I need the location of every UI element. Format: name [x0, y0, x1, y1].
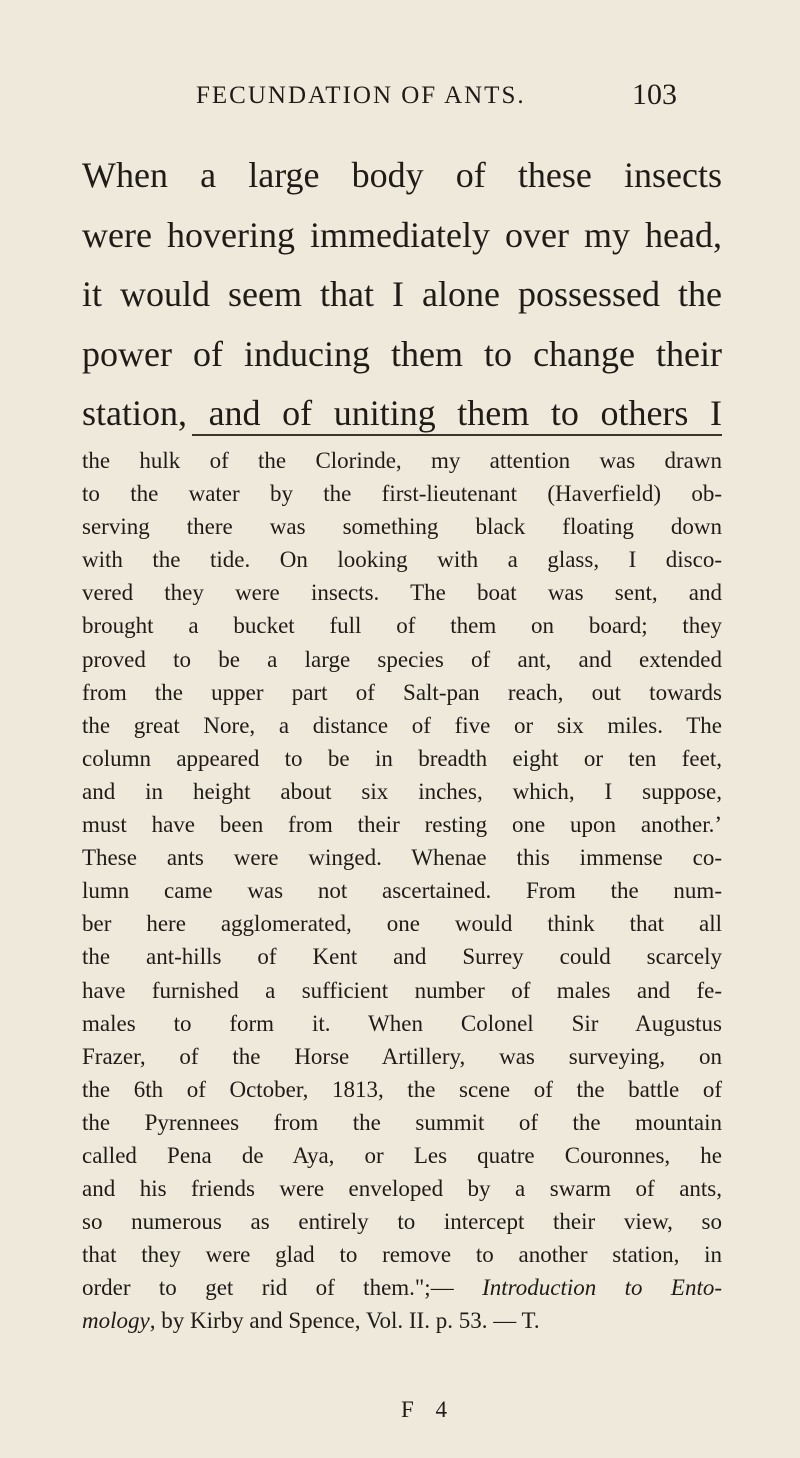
footnote-line: so numerous as entirely to intercept their view, so [82, 1209, 722, 1235]
footnote-line: vered they were insects. The boat was sent, and [82, 580, 722, 606]
footnote-line: with the tide. On looking with a glass, I disco- [82, 547, 722, 573]
footnote-line: serving there was something black floating down [82, 514, 722, 540]
footnote-line: ber here agglomerated, one would think that all [82, 911, 722, 937]
footnote-line: males to form it. When Colonel Sir Augustus [82, 1010, 722, 1036]
signature-mark: F 4 [401, 1397, 456, 1422]
footnote-line: have furnished a sufficient number of males and fe- [82, 977, 722, 1003]
citation-title: Introduction to Ento- [482, 1275, 722, 1301]
main-text-line: When a large body of these insects [82, 155, 722, 195]
footnote-line: proved to be a large species of ant, and extended [82, 646, 722, 672]
running-title: FECUNDATION OF ANTS. [196, 82, 526, 109]
page-number: 103 [632, 78, 677, 111]
footnote-line: the hulk of the Clorinde, my attention was drawn [82, 448, 722, 473]
citation-title: mology [82, 1308, 150, 1334]
main-text-line: were hovering immediately over my head, [82, 214, 722, 255]
main-text-line: it would seem that I alone possessed the [82, 274, 722, 314]
main-text-line: power of inducing them to change their [82, 333, 722, 374]
footnote-text: , by Kirby and Spence, Vol. II. p. 53. — T. [149, 1308, 540, 1334]
footnote-line: that they were glad to remove to another station, in [82, 1242, 722, 1268]
footnote-line: called Pena de Aya, or Les quatre Couronnes, he [82, 1142, 722, 1168]
footnote-line: the 6th of October, 1813, the scene of the battle of [82, 1076, 722, 1102]
footnote-separator-rule [192, 434, 722, 436]
footnote-citation-line [82, 1304, 722, 1337]
footnote-line: and in height about six inches, which, I suppose, [82, 778, 722, 804]
footnote-line: and his friends were enveloped by a swarm of ants, [82, 1176, 722, 1202]
footnote-line: the great Nore, a distance of five or six miles. The [82, 712, 722, 738]
footnote-line: to the water by the first-lieutenant (Haverfield) ob- [82, 481, 722, 507]
main-text [82, 146, 722, 444]
footnote-line: brought a bucket full of them on board; they [82, 613, 722, 639]
footnote-citation-line [82, 1271, 722, 1304]
footnote-line: lumn came was not ascertained. From the num- [82, 878, 722, 904]
footnote [82, 444, 722, 1338]
footnote-line: the ant-hills of Kent and Surrey could scarcely [82, 944, 722, 970]
main-text-line: station, and of uniting them to others I [82, 393, 722, 433]
footnote-line: must have been from their resting one upon another.’ [82, 812, 722, 838]
footnote-line: the Pyrennees from the summit of the mountain [82, 1109, 722, 1135]
footnote-text: order to get rid of them.";— [82, 1275, 483, 1301]
footnote-line: Frazer, of the Horse Artillery, was surveying, on [82, 1043, 722, 1069]
footnote-line: These ants were winged. Whenae this immense co- [82, 845, 722, 871]
footnote-line: from the upper part of Salt-pan reach, out towards [82, 679, 722, 705]
footnote-line: column appeared to be in breadth eight or ten feet, [82, 745, 722, 771]
